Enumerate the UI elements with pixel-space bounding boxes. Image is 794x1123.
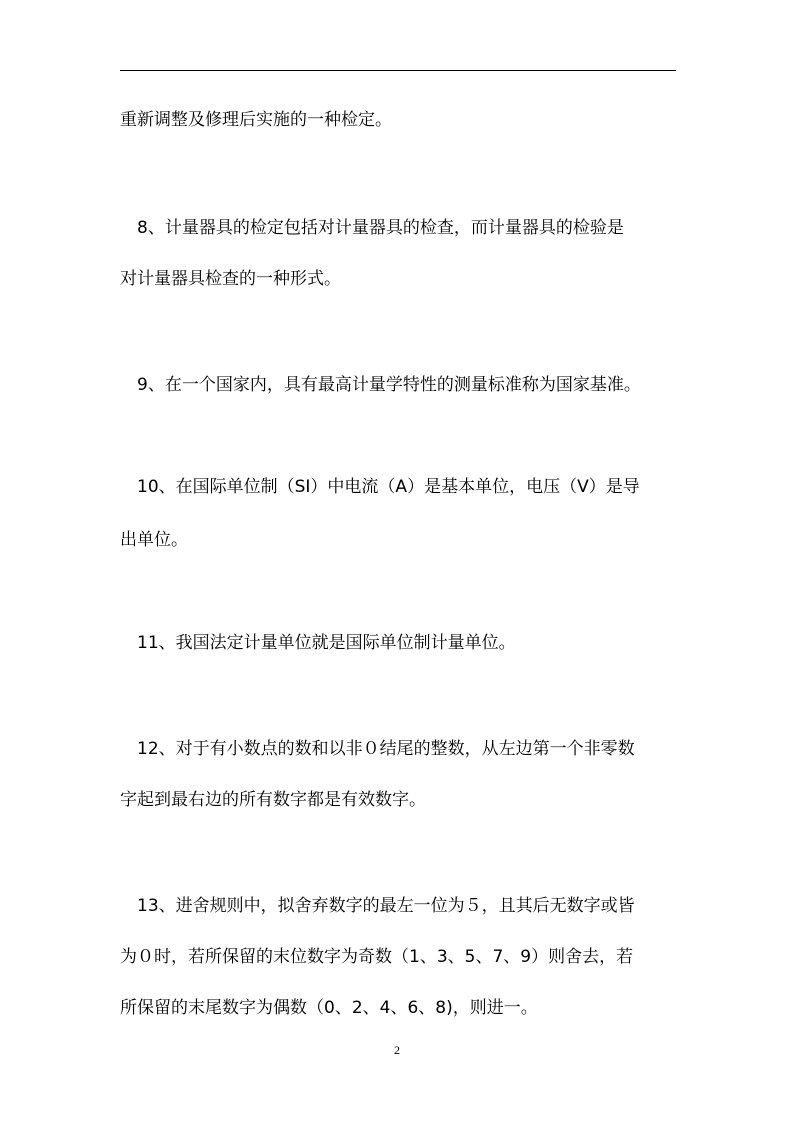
- item-12-line-2: 字起到最右边的所有数字都是有效数字。: [120, 790, 426, 810]
- item-12-line-1: 12、对于有小数点的数和以非０结尾的整数，从左边第一个非零数: [137, 739, 635, 759]
- item-13-line-2: 为０时，若所保留的末位数字为奇数（1、3、5、7、9）则舍去，若: [120, 947, 634, 967]
- item-8-line-1: 8、计量器具的检定包括对计量器具的检查，而计量器具的检验是: [137, 218, 624, 238]
- item-13-line-3: 所保留的末尾数字为偶数（0、2、4、6、8)，则进一。: [120, 998, 538, 1018]
- item-10-line-2: 出单位。: [120, 530, 188, 550]
- page-number: 2: [394, 1043, 400, 1057]
- item-10-line-1: 10、在国际单位制（SI）中电流（A）是基本单位，电压（V）是导: [137, 477, 640, 497]
- item-9-line-1: 9、在一个国家内，具有最高计量学特性的测量标准称为国家基准。: [137, 375, 641, 395]
- header-rule: [120, 70, 676, 71]
- item-8-line-2: 对计量器具检查的一种形式。: [120, 269, 341, 289]
- item-13-line-1: 13、进舍规则中，拟舍弃数字的最左一位为５，且其后无数字或皆: [137, 896, 635, 916]
- item-11-line-1: 11、我国法定计量单位就是国际单位制计量单位。: [137, 633, 516, 653]
- text-line: 重新调整及修理后实施的一种检定。: [120, 110, 392, 130]
